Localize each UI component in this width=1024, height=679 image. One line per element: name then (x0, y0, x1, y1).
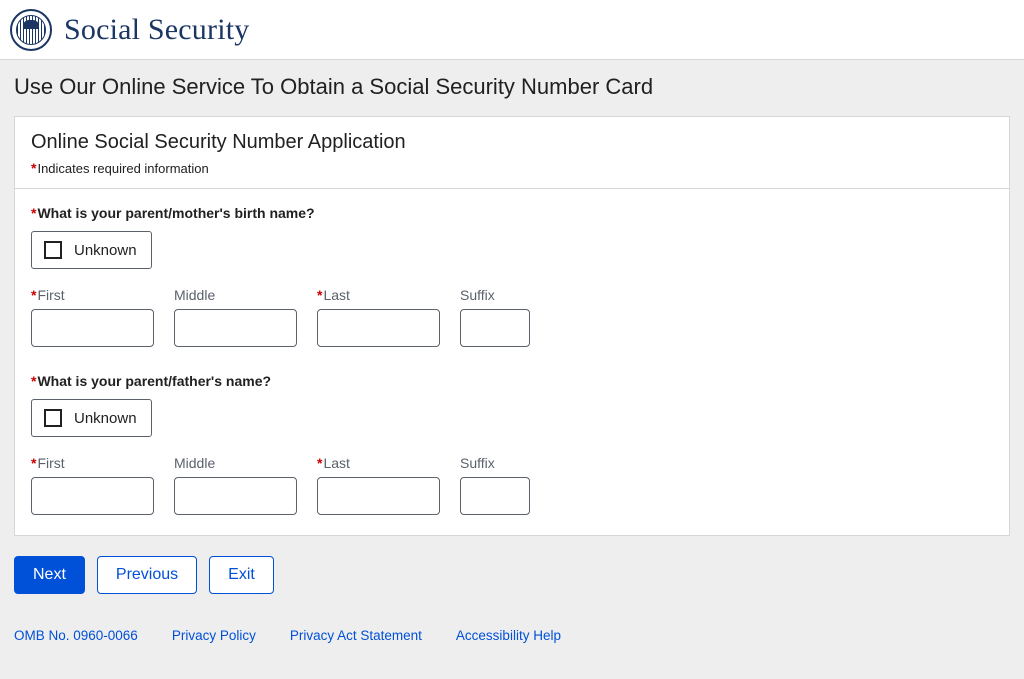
father-first-field (31, 455, 154, 515)
required-marker: * (317, 287, 323, 303)
father-middle-field (174, 455, 297, 515)
father-suffix-field (460, 455, 530, 515)
form-actions (14, 556, 1010, 594)
required-marker: * (31, 373, 37, 389)
required-note (31, 160, 993, 176)
mother-suffix-field (460, 287, 530, 347)
privacy-policy-link[interactable]: Privacy Policy (171, 628, 256, 643)
checkbox-icon[interactable] (44, 409, 62, 427)
brand-title: Social Security (64, 12, 250, 46)
father-first-label (31, 455, 154, 473)
mother-suffix-label: Suffix (460, 287, 495, 303)
mother-first-label (31, 287, 154, 305)
omb-number: OMB No. 0960-0066 (14, 628, 138, 643)
father-unknown-checkbox-group[interactable] (31, 399, 152, 437)
accessibility-help-link[interactable]: Accessibility Help (455, 628, 561, 643)
exit-button[interactable]: Exit (209, 556, 274, 594)
father-last-input[interactable] (317, 477, 440, 515)
question-father-name (31, 373, 993, 389)
father-unknown-label: Unknown (74, 409, 137, 427)
next-button[interactable]: Next (14, 556, 85, 594)
question-mother-text: What is your parent/mother's birth name? (37, 205, 315, 221)
mother-first-label-text: First (37, 287, 65, 303)
required-marker: * (31, 160, 37, 176)
question-mother-name (31, 205, 993, 221)
mother-last-input[interactable] (317, 309, 440, 347)
mother-suffix-input[interactable] (460, 309, 530, 347)
privacy-act-statement-link[interactable]: Privacy Act Statement (289, 628, 422, 643)
required-marker: * (31, 455, 37, 471)
father-first-input[interactable] (31, 477, 154, 515)
mother-first-field (31, 287, 154, 347)
mother-middle-input[interactable] (174, 309, 297, 347)
card-body (15, 189, 1009, 535)
mother-unknown-checkbox-group[interactable] (31, 231, 152, 269)
father-middle-label: Middle (174, 455, 216, 471)
mother-last-label-text: Last (323, 287, 350, 303)
mother-unknown-label: Unknown (74, 241, 137, 259)
mother-middle-field (174, 287, 297, 347)
site-header (0, 0, 1024, 60)
page-body (0, 60, 1024, 679)
father-last-field (317, 455, 440, 515)
section-divider-space (31, 347, 993, 373)
father-suffix-label: Suffix (460, 455, 495, 471)
father-last-label-text: Last (323, 455, 350, 471)
previous-button[interactable]: Previous (97, 556, 197, 594)
page-title: Use Our Online Service To Obtain a Social Security Number Card (14, 74, 654, 99)
father-first-label-text: First (37, 455, 65, 471)
question-father-text: What is your parent/father's name? (37, 373, 272, 389)
required-marker: * (317, 455, 323, 471)
ssa-seal-icon (10, 9, 52, 51)
required-note-text: Indicates required information (37, 161, 209, 176)
father-last-label (317, 455, 440, 473)
card-header (15, 117, 1009, 189)
required-marker: * (31, 287, 37, 303)
father-suffix-input[interactable] (460, 477, 530, 515)
mother-first-input[interactable] (31, 309, 154, 347)
father-name-row (31, 455, 993, 515)
checkbox-icon[interactable] (44, 241, 62, 259)
application-card (14, 116, 1010, 536)
mother-last-field (317, 287, 440, 347)
card-title: Online Social Security Number Application (31, 131, 406, 153)
mother-name-row (31, 287, 993, 347)
mother-middle-label: Middle (174, 287, 216, 303)
footer (0, 628, 1024, 643)
father-middle-input[interactable] (174, 477, 297, 515)
required-marker: * (31, 205, 37, 221)
mother-last-label (317, 287, 440, 305)
